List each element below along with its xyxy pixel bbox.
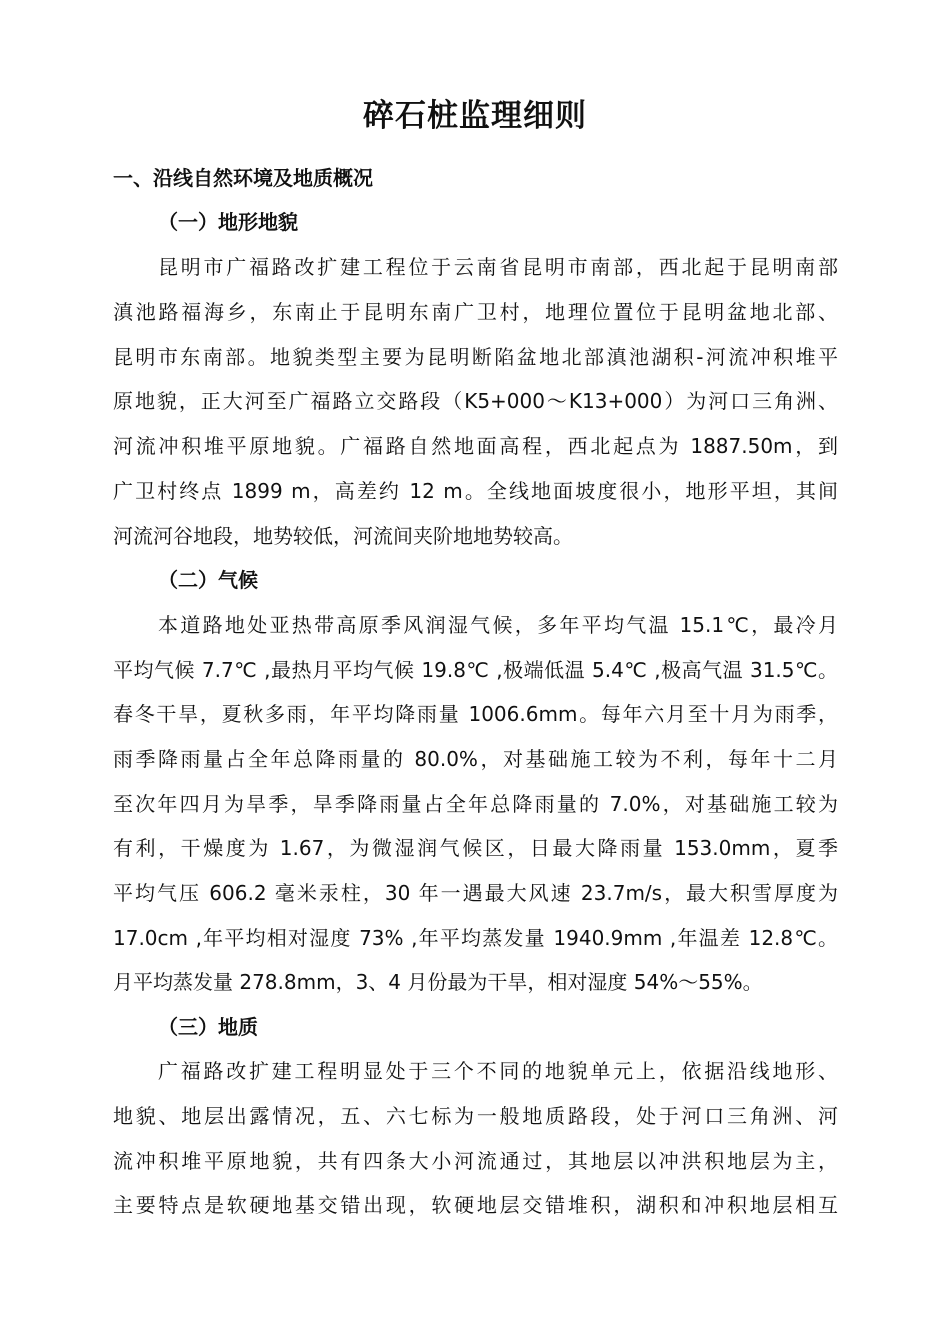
paragraph-line: 广卫村终点 1899 m，高差约 12 m。全线地面坡度很小，地形平坦，其间 bbox=[113, 479, 838, 503]
section-heading-1: 一、沿线自然环境及地质概况 bbox=[113, 166, 373, 190]
paragraph-line: 河流冲积堆平原地貌。广福路自然地面高程，西北起点为 1887.50m，到 bbox=[113, 434, 838, 458]
document-title: 碎石桩监理细则 bbox=[363, 98, 587, 134]
paragraph-line: 有利，干燥度为 1.67，为微湿润气候区，日最大降雨量 153.0mm，夏季 bbox=[113, 836, 838, 860]
subsection-heading-climate: （二）气候 bbox=[158, 568, 258, 592]
paragraph-line: 广福路改扩建工程明显处于三个不同的地貌单元上，依据沿线地形、 bbox=[158, 1059, 838, 1083]
paragraph-line: 河流河谷地段，地势较低，河流间夹阶地地势较高。 bbox=[113, 524, 573, 548]
paragraph-line: 春冬干旱，夏秋多雨，年平均降雨量 1006.6mm。每年六月至十月为雨季， bbox=[113, 702, 838, 726]
paragraph-line: 流冲积堆平原地貌，共有四条大小河流通过，其地层以冲洪积地层为主， bbox=[113, 1149, 838, 1173]
subsection-heading-terrain: （一）地形地貌 bbox=[158, 210, 298, 234]
paragraph-line: 雨季降雨量占全年总降雨量的 80.0%，对基础施工较为不利，每年十二月 bbox=[113, 747, 838, 771]
paragraph-line: 昆明市广福路改扩建工程位于云南省昆明市南部，西北起于昆明南部 bbox=[158, 255, 838, 279]
paragraph-line: 月平均蒸发量 278.8mm，3、4 月份最为干旱，相对湿度 54%～55%。 bbox=[113, 970, 763, 994]
paragraph-line: 平均气候 7.7℃ ,最热月平均气候 19.8℃ ,极端低温 5.4℃ ,极高气温 31.5℃。 bbox=[113, 658, 838, 682]
paragraph-line: 地貌、地层出露情况，五、六七标为一般地质路段，处于河口三角洲、河 bbox=[113, 1104, 838, 1128]
paragraph-line: 平均气压 606.2 毫米汞柱，30 年一遇最大风速 23.7m/s，最大积雪厚度为 bbox=[113, 881, 838, 905]
paragraph-line: 滇池路福海乡，东南止于昆明东南广卫村，地理位置位于昆明盆地北部、 bbox=[113, 300, 838, 324]
subsection-heading-geology: （三）地质 bbox=[158, 1015, 258, 1039]
paragraph-line: 17.0cm ,年平均相对湿度 73% ,年平均蒸发量 1940.9mm ,年温差 12.8℃。 bbox=[113, 926, 838, 950]
paragraph-line: 主要特点是软硬地基交错出现，软硬地层交错堆积，湖积和冲积地层相互 bbox=[113, 1193, 838, 1217]
paragraph-line: 原地貌，正大河至广福路立交路段（K5+000～K13+000）为河口三角洲、 bbox=[113, 389, 838, 413]
paragraph-line: 至次年四月为旱季，旱季降雨量占全年总降雨量的 7.0%，对基础施工较为 bbox=[113, 792, 838, 816]
paragraph-line: 昆明市东南部。地貌类型主要为昆明断陷盆地北部滇池湖积-河流冲积堆平 bbox=[113, 345, 838, 369]
paragraph-line: 本道路地处亚热带高原季风润湿气候，多年平均气温 15.1℃，最冷月 bbox=[158, 613, 838, 637]
